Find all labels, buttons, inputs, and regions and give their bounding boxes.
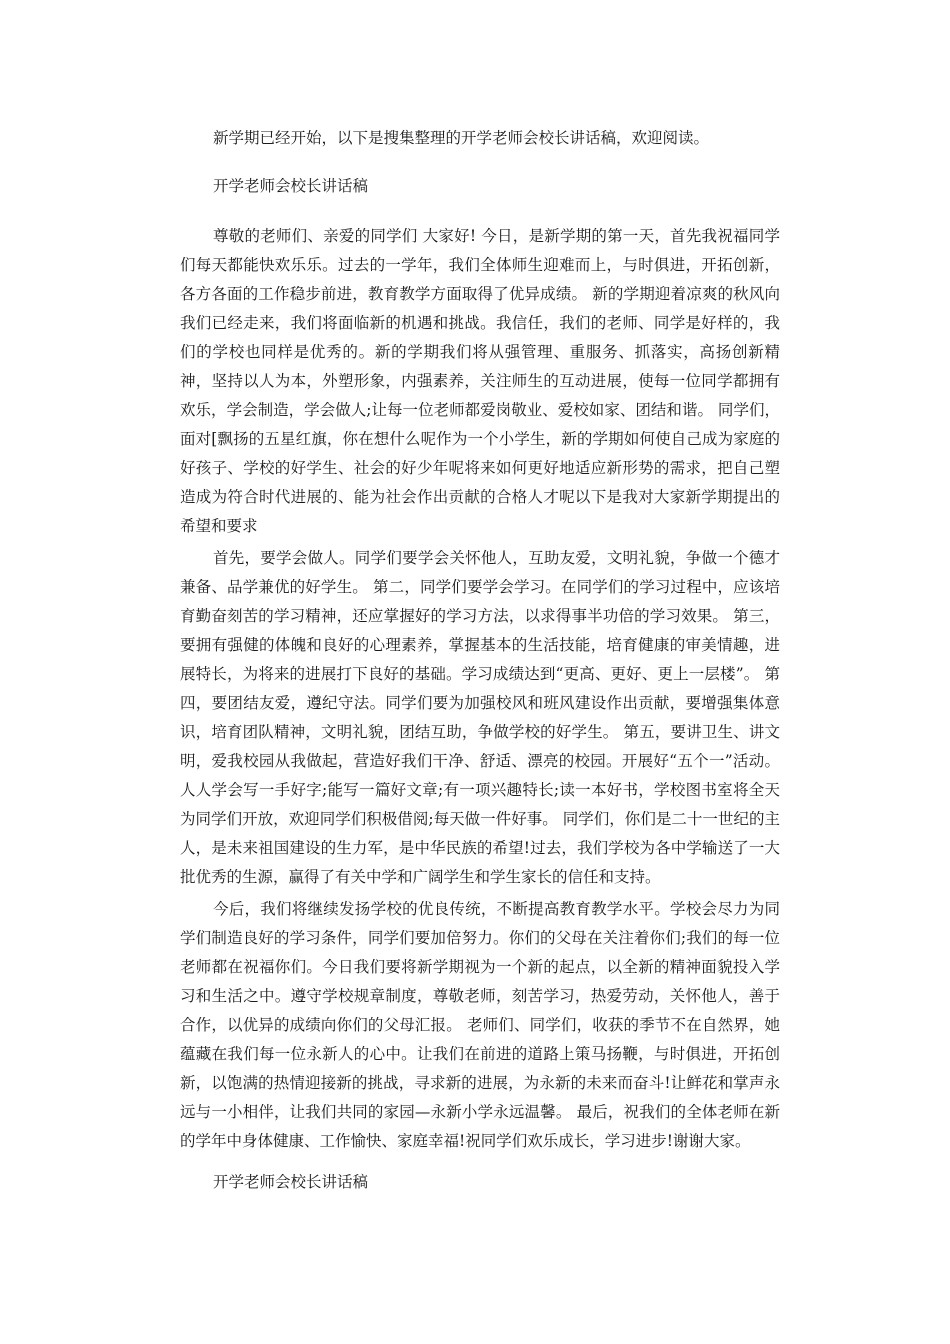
speech-paragraph-3: 今后，我们将继续发扬学校的优良传统，不断提高教育教学水平。学校会尽力为同学们制造良好的学习条件，同学们要加倍努力。你们的父母在关注着你们;我们的每一位老师都在祝福你们。今日我们要将新学期视为一个新的起点，以全新的精神面貌投入学习和生活之中。遵守学校规章制度，尊敬老师，刻苦学习，热爱劳动，关怀他人，善于合作，以优异的成绩向你们的父母汇报。 老师们、同学们，收获的季节不在自然界，她蕴藏在我们每一位永新人的心中。让我们在前进的道路上策马扬鞭，与时俱进，开拓创新，以饱满的热情迎接新的挑战，寻求新的进展，为永新的未来而奋斗!让鲜花和掌声永远与一小相伴，让我们共同的家园—永新小学永远温馨。 最后，祝我们的全体老师在新的学年中身体健康、工作愉快、家庭幸福!祝同学们欢乐成长，学习进步!谢谢大家。 [180,900,780,1150]
speech-paragraph-2: 首先，要学会做人。同学们要学会关怀他人，互助友爱，文明礼貌，争做一个德才兼备、品学兼优的好学生。 第二，同学们要学会学习。在同学们的学习过程中，应该培育勤奋刻苦的学习精神，还应掌握好的学习方法，以求得事半功倍的学习效果。 第三，要拥有强健的体魄和良好的心理素养，掌握基本的生活技能，培育健康的审美情趣，进展特长，为将来的进展打下良好的基础。学习成绩达到“更高、更好、更上一层楼”。 第四，要团结友爱，遵纪守法。同学们要为加强校风和班风建设作出贡献，要增强集体意识，培育团队精神，文明礼貌，团结互助，争做学校的好学生。 第五，要讲卫生、讲文明，爱我校园从我做起，营造好我们干净、舒适、漂亮的校园。开展好“五个一”活动。人人学会写一手好字;能写一篇好文章;有一项兴趣特长;读一本好书，学校图书室将全天为同学们开放，欢迎同学们积极借阅;每天做一件好事。 同学们，你们是二十一世纪的主人，是未来祖国建设的生力军，是中华民族的希望!过去，我们学校为各中学输送了一大批优秀的生源，赢得了有关中学和广阔学生和学生家长的信任和支持。 [180,549,780,886]
intro-line: 新学期已经开始，以下是搜集整理的开学老师会校长讲话稿，欢迎阅读。 [213,129,710,147]
speech-heading-bottom: 开学老师会校长讲话稿 [213,1173,369,1191]
speech-paragraph-1: 尊敬的老师们、亲爱的同学们 大家好! 今日，是新学期的第一天，首先我祝福同学们每天都能快欢乐乐。过去的一学年，我们全体师生迎难而上，与时俱进，开拓创新，各方各面的工作稳步前进，教育教学方面取得了优异成绩。 新的学期迎着凉爽的秋风向我们已经走来，我们将面临新的机遇和挑战。我信任，我们的老师、同学是好样的，我们的学校也同样是优秀的。新的学期我们将从强管理、重服务、抓落实，高扬创新精神，坚持以人为本，外塑形象，内强素养，关注师生的互动进展，使每一位同学都拥有欢乐，学会制造，学会做人;让每一位老师都爱岗敬业、爱校如家、团结和谐。 同学们，面对[飘扬的五星红旗，你在想什么呢作为一个小学生，新的学期如何使自己成为家庭的好孩子、学校的好学生、社会的好少年呢将来如何更好地适应新形势的需求，把自己塑造成为符合时代进展的、能为社会作出贡献的合格人才呢以下是我对大家新学期提出的希望和要求 [180,227,780,535]
speech-heading-top: 开学老师会校长讲话稿 [213,177,369,195]
